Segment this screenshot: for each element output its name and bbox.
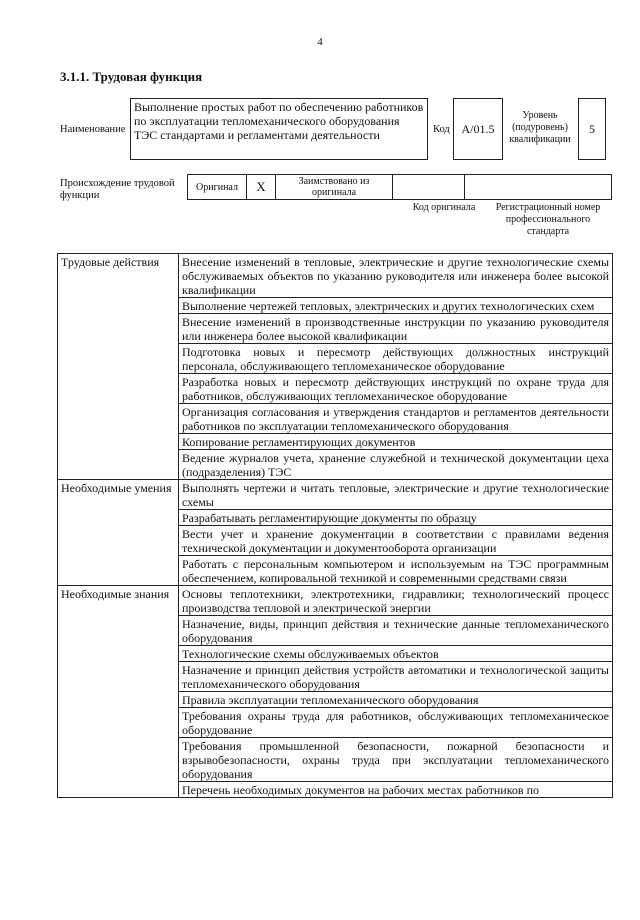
section-item: Назначение, виды, принцип действия и технические данные тепломеханического оборудования xyxy=(179,616,613,646)
function-details-table xyxy=(57,253,613,798)
origin-borrowed-label: Заимствовано из оригинала xyxy=(276,175,393,200)
origin-table xyxy=(187,174,612,200)
function-name-value: Выполнение простых работ по обеспечению работников по эксплуатации тепломеханического оборудования ТЭС стандартами и регламентами деятельности xyxy=(130,98,428,160)
section-item: Вести учет и хранение документации в соответствии с правилами ведения технической документации и документооборота организации xyxy=(179,526,613,556)
section-item: Подготовка новых и пересмотр действующих должностных инструкций персонала, обслуживающего тепломеханическое оборудование xyxy=(179,344,613,374)
table-row xyxy=(58,254,613,298)
reg-number-caption: Регистрационный номер профессионального стандарта xyxy=(495,202,601,237)
code-value: A/01.5 xyxy=(453,98,503,160)
section-item: Правила эксплуатации тепломеханического оборудования xyxy=(179,692,613,708)
section-item: Выполнение чертежей тепловых, электрических и других технологических схем xyxy=(179,298,613,314)
section-item: Перечень необходимых документов на рабочих местах работников по xyxy=(179,782,613,798)
section-item: Требования промышленной безопасности, пожарной безопасности и взрывобезопасности, охраны труда при эксплуатации тепломеханического оборудования xyxy=(179,738,613,782)
section-item: Внесение изменений в производственные инструкции по указанию руководителя или инженера более высокой квалификации xyxy=(179,314,613,344)
section-item: Технологические схемы обслуживаемых объектов xyxy=(179,646,613,662)
origin-code-cell xyxy=(393,175,465,200)
level-label: Уровень (подуровень) квалификации xyxy=(509,110,571,145)
table-row xyxy=(58,480,613,510)
section-item: Копирование регламентирующих документов xyxy=(179,434,613,450)
section-heading: Необходимые умения xyxy=(58,480,179,586)
origin-original-cell xyxy=(188,175,247,200)
section-item: Разрабатывать регламентирующие документы по образцу xyxy=(179,510,613,526)
section-item: Выполнять чертежи и читать тепловые, электрические и другие технологические схемы xyxy=(179,480,613,510)
section-item: Основы теплотехники, электротехники, гидравлики; технологический процесс производства тепловой и электрической энергии xyxy=(179,586,613,616)
code-label: Код xyxy=(433,124,450,135)
table-row xyxy=(58,586,613,616)
section-item: Внесение изменений в тепловые, электрические и другие технологические схемы обслуживаемых объектов по указанию руководителя или инженера более высокой квалификации xyxy=(179,254,613,298)
section-item: Разработка новых и пересмотр действующих инструкций по охране труда для работников, обслуживающих тепломеханическое оборудование xyxy=(179,374,613,404)
origin-original-label: Оригинал xyxy=(196,181,238,193)
code-original-caption: Код оригинала xyxy=(412,202,476,213)
section-heading: Необходимые знания xyxy=(58,586,179,798)
origin-original-mark: X xyxy=(247,175,276,200)
section-item: Ведение журналов учета, хранение служебной и технической документации цеха (подразделения) ТЭС xyxy=(179,450,613,480)
page-number: 4 xyxy=(317,36,323,48)
section-item: Назначение и принцип действия устройств автоматики и технологической защиты тепломеханического оборудования xyxy=(179,662,613,692)
section-item: Работать с персональным компьютером и используемым на ТЭС программным обеспечением, копировальной техникой и современными средствами связи xyxy=(179,556,613,586)
origin-label: Происхождение трудовой функции xyxy=(60,178,175,201)
section-item: Организация согласования и утверждения стандартов и регламентов деятельности работников по эксплуатации тепломеханического оборудования xyxy=(179,404,613,434)
section-title: 3.1.1. Трудовая функция xyxy=(60,69,203,84)
section-heading: Трудовые действия xyxy=(58,254,179,480)
level-value: 5 xyxy=(578,98,606,160)
section-item: Требования охраны труда для работников, обслуживающих тепломеханическое оборудование xyxy=(179,708,613,738)
origin-reg-number-cell xyxy=(465,175,612,200)
name-label: Наименование xyxy=(60,124,126,135)
